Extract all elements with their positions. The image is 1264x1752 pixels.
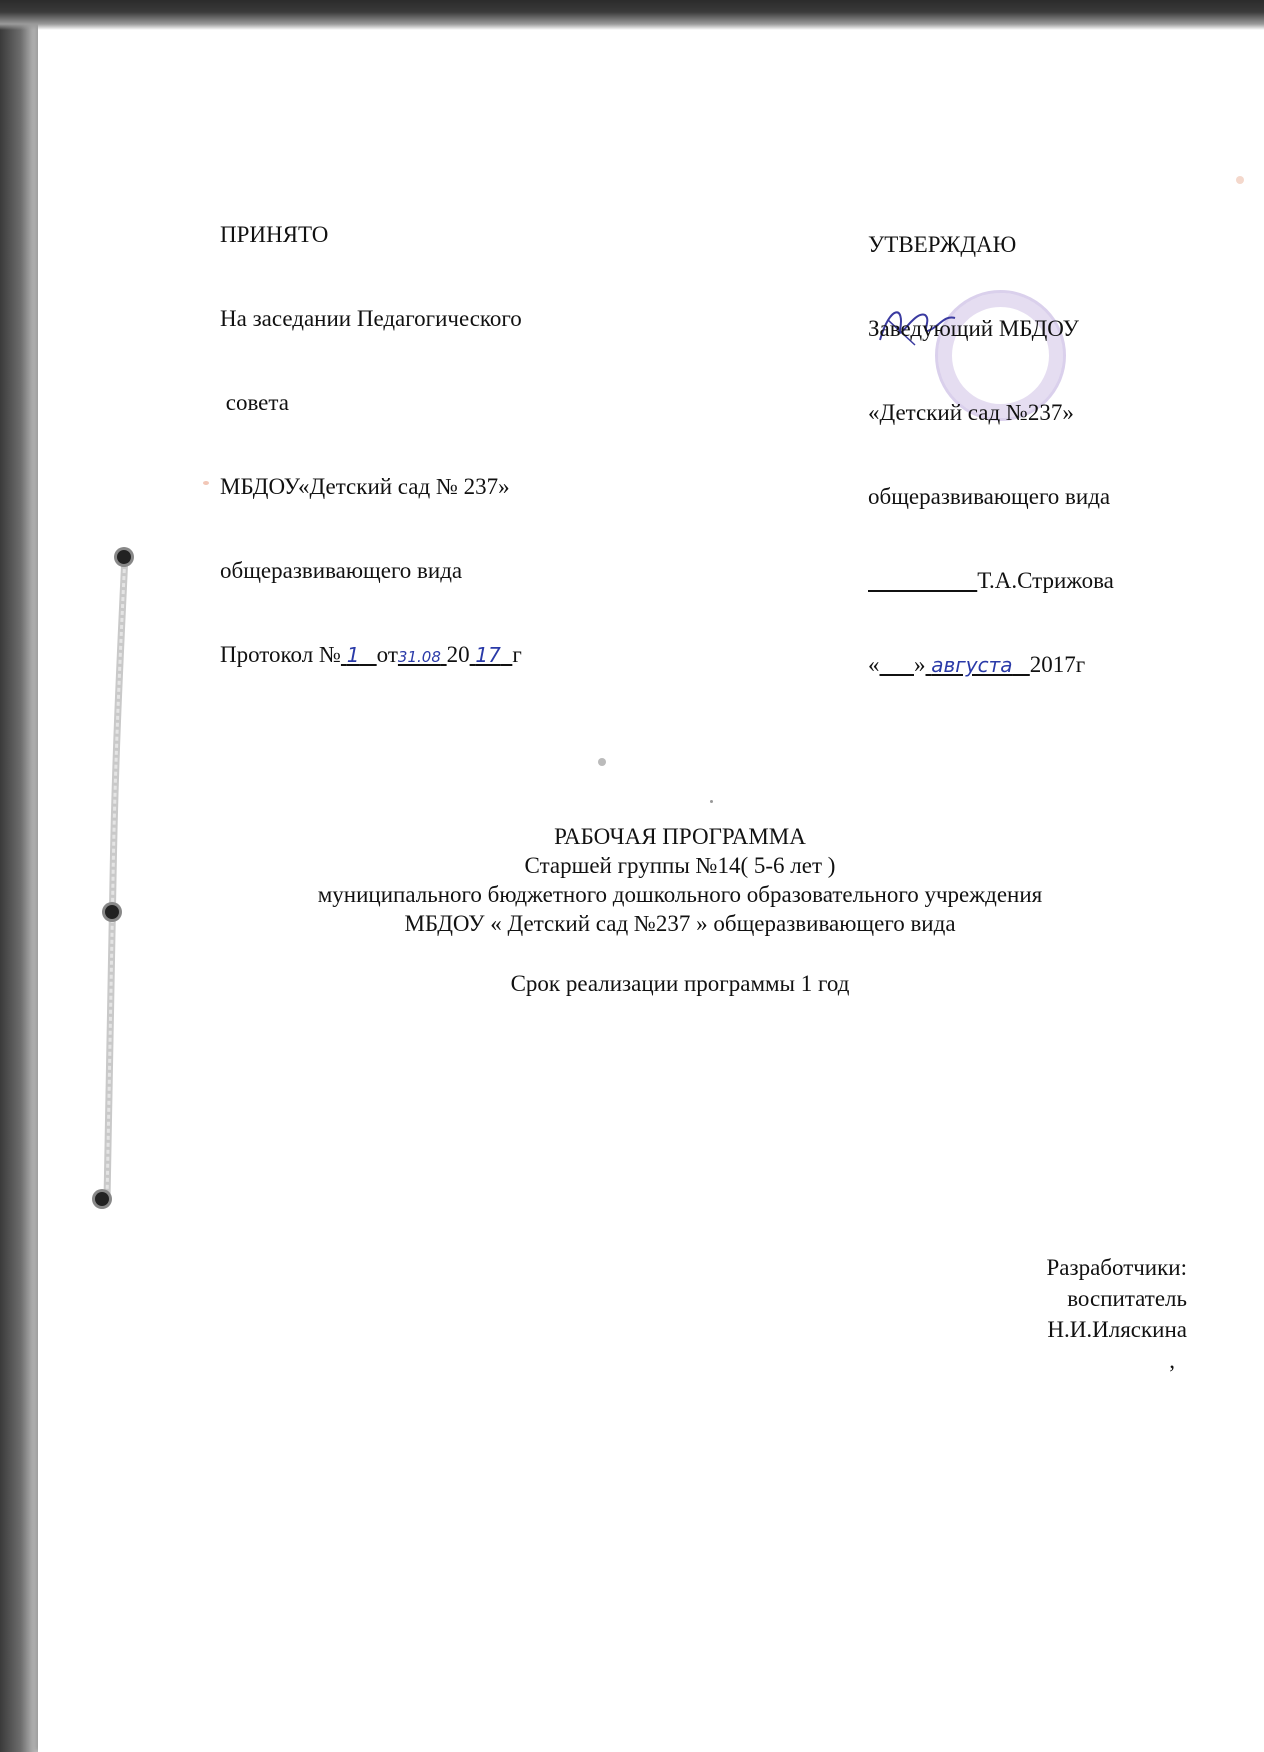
protocol-line [220, 641, 522, 671]
approval-left [220, 165, 522, 699]
date-close-quote: » [914, 652, 926, 677]
approval-left-title: ПРИНЯТО [220, 222, 329, 247]
program-institution-short: МБДОУ « Детский сад №237 » общеразвивающего вида [404, 911, 956, 936]
signer-name: Т.А.Стрижова [977, 568, 1114, 593]
approval-right-line3: общеразвивающего вида [868, 484, 1111, 509]
approval-right [868, 175, 1114, 707]
approval-right-title: УТВЕРЖДАЮ [868, 232, 1017, 257]
protocol-date: 31.08 [397, 648, 441, 666]
program-term: Срок реализации программы 1 год [510, 971, 850, 996]
protocol-from: от [376, 642, 398, 667]
date-day-field [880, 652, 915, 677]
binding-hole-middle [105, 905, 119, 919]
approval-left-line4: общеразвивающего вида [220, 558, 463, 583]
signer-line [868, 567, 1114, 595]
developers-role: воспитатель [1067, 1286, 1187, 1311]
protocol-year: 17 [475, 643, 501, 667]
speck [710, 800, 713, 803]
approval-left-line1: На заседании Педагогического [220, 306, 522, 331]
program-institution: муниципального бюджетного дошкольного образовательного учреждения [317, 882, 1043, 907]
date-month: августа [931, 653, 1013, 677]
date-month-field [926, 652, 1030, 677]
program-group: Старшей группы №14( 5-6 лет ) [524, 853, 836, 878]
protocol-number: 1 [346, 643, 360, 667]
binding-hole-bottom [95, 1192, 109, 1206]
approval-left-line3: МБДОУ«Детский сад № 237» [220, 474, 510, 499]
developers-label: Разработчики: [1046, 1255, 1187, 1280]
approval-left-line2: совета [220, 390, 289, 415]
date-year: 2017г [1029, 652, 1086, 677]
speck [598, 758, 606, 766]
scan-edge-top [0, 0, 1264, 30]
protocol-prefix: Протокол № [220, 642, 341, 667]
date-open-quote: « [868, 652, 880, 677]
protocol-date-field [398, 642, 447, 667]
program-heading: РАБОЧАЯ ПРОГРАММА [554, 824, 806, 849]
developers-name: Н.И.Иляскина [1047, 1317, 1187, 1342]
program-title-block [200, 822, 1160, 998]
approval-right-line2: «Детский сад №237» [868, 400, 1074, 425]
binding-string [95, 540, 145, 1220]
protocol-year-field [470, 642, 513, 667]
developers-trailing-mark: , [1169, 1348, 1175, 1373]
signature-field [868, 568, 977, 593]
binding-hole-top [117, 550, 131, 564]
speck [1236, 176, 1244, 184]
protocol-suffix: г [512, 642, 522, 667]
approval-right-line1: Заведующий МБДОУ [868, 316, 1079, 341]
protocol-year-prefix: 20 [446, 642, 470, 667]
protocol-number-field [341, 642, 377, 667]
approval-date-line [868, 651, 1114, 679]
speck [203, 481, 209, 485]
developers-block [1047, 1252, 1188, 1376]
